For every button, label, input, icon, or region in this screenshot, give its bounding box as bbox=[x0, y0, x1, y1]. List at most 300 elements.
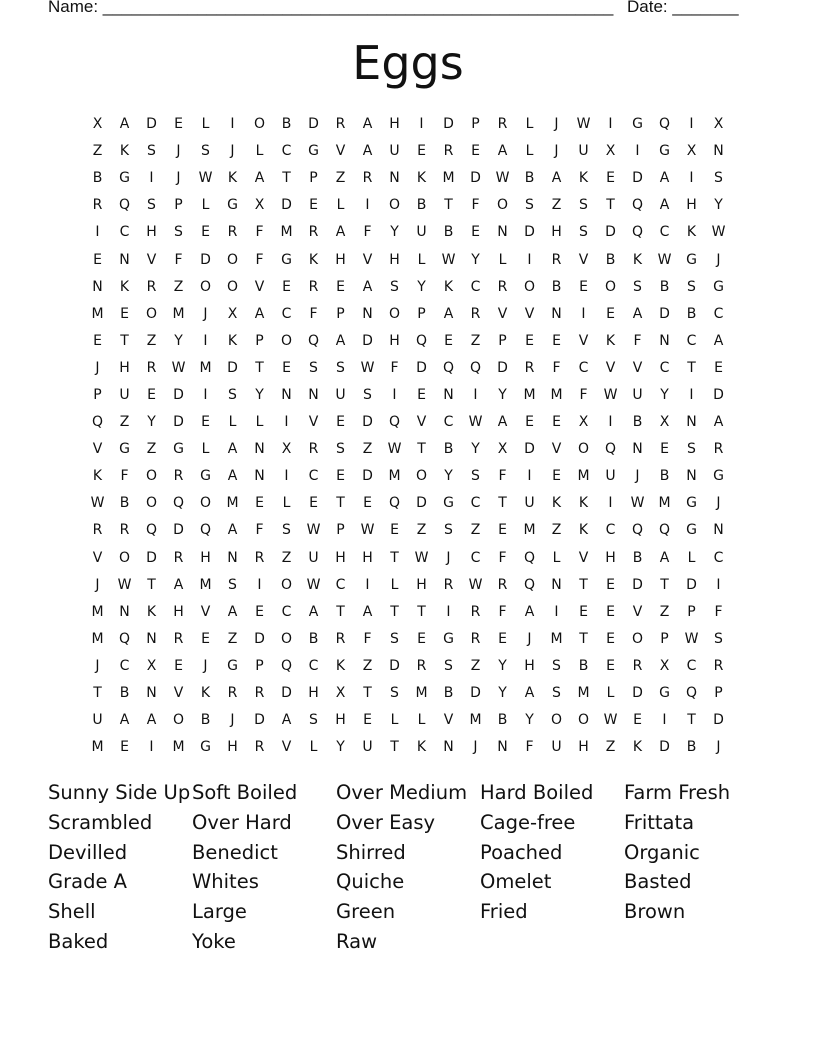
grid-letter: Z bbox=[92, 143, 103, 160]
grid-letter: W bbox=[441, 251, 456, 268]
grid-letter: K bbox=[578, 495, 589, 512]
grid-letter: X bbox=[659, 414, 670, 431]
grid-letter: L bbox=[525, 116, 534, 133]
grid-letter: C bbox=[686, 657, 697, 674]
grid-letter: S bbox=[687, 441, 696, 458]
grid-letter: X bbox=[605, 143, 616, 160]
grid-letter: Z bbox=[551, 197, 562, 214]
grid-letter: W bbox=[414, 549, 429, 566]
grid-letter: E bbox=[282, 359, 291, 376]
grid-letter: L bbox=[606, 685, 615, 702]
grid-letter: F bbox=[525, 739, 534, 756]
grid-letter: D bbox=[173, 386, 184, 403]
grid-letter: E bbox=[363, 495, 372, 512]
grid-letter: E bbox=[120, 739, 129, 756]
grid-letter: Y bbox=[471, 251, 480, 268]
grid-letter: A bbox=[227, 468, 238, 485]
grid-letter: Z bbox=[335, 170, 346, 187]
grid-letter: A bbox=[146, 712, 157, 729]
grid-letter: R bbox=[497, 576, 508, 593]
grid-row bbox=[84, 490, 732, 517]
grid-row bbox=[84, 572, 732, 599]
grid-letter: Q bbox=[145, 522, 158, 539]
grid-letter: R bbox=[308, 441, 319, 458]
word-bank-item: Over Medium bbox=[336, 781, 468, 804]
grid-letter: A bbox=[227, 522, 238, 539]
grid-letter: W bbox=[711, 224, 726, 241]
grid-row bbox=[84, 274, 732, 301]
grid-letter: L bbox=[498, 251, 507, 268]
grid-letter: D bbox=[173, 522, 184, 539]
grid-letter: P bbox=[174, 197, 183, 214]
grid-letter: T bbox=[93, 685, 102, 702]
grid-letter: F bbox=[363, 630, 372, 647]
grid-letter: Q bbox=[469, 359, 482, 376]
grid-letter: E bbox=[336, 468, 345, 485]
grid-letter: B bbox=[308, 630, 319, 647]
grid-letter: V bbox=[578, 332, 589, 349]
grid-letter: D bbox=[200, 251, 211, 268]
grid-letter: K bbox=[227, 332, 238, 349]
grid-letter: Y bbox=[498, 685, 507, 702]
grid-letter: M bbox=[280, 224, 293, 241]
grid-letter: F bbox=[255, 251, 264, 268]
grid-letter: E bbox=[174, 657, 183, 674]
grid-letter: S bbox=[714, 170, 723, 187]
grid-letter: M bbox=[442, 170, 455, 187]
word-bank-item: Green bbox=[336, 900, 396, 924]
grid-letter: D bbox=[308, 116, 319, 133]
grid-letter: T bbox=[579, 576, 588, 593]
grid-letter: A bbox=[362, 143, 373, 160]
grid-letter: C bbox=[281, 143, 292, 160]
grid-letter: K bbox=[632, 739, 643, 756]
grid-letter: M bbox=[523, 386, 536, 403]
grid-letter: N bbox=[686, 414, 697, 431]
word-bank-item: Hard Boiled bbox=[480, 781, 594, 804]
grid-letter: D bbox=[254, 630, 265, 647]
grid-letter: R bbox=[308, 224, 319, 241]
grid-letter: P bbox=[309, 170, 318, 187]
grid-letter: S bbox=[579, 197, 588, 214]
grid-letter: W bbox=[171, 359, 186, 376]
grid-letter: N bbox=[146, 630, 157, 647]
grid-letter: X bbox=[281, 441, 292, 458]
grid-letter: B bbox=[605, 251, 616, 268]
grid-letter: S bbox=[444, 522, 453, 539]
grid-letter: F bbox=[255, 224, 264, 241]
grid-letter: U bbox=[524, 495, 535, 512]
grid-letter: H bbox=[686, 197, 697, 214]
grid-row bbox=[84, 111, 732, 138]
grid-letter: G bbox=[713, 468, 724, 485]
grid-letter: S bbox=[471, 468, 480, 485]
grid-letter: T bbox=[498, 495, 507, 512]
grid-letter: G bbox=[308, 143, 319, 160]
grid-letter: S bbox=[228, 386, 237, 403]
grid-row bbox=[84, 436, 732, 463]
name-field-line: Name: ______________________________________________________ bbox=[48, 0, 614, 16]
grid-letter: B bbox=[632, 414, 643, 431]
grid-letter: J bbox=[635, 468, 640, 485]
grid-letter: R bbox=[146, 359, 157, 376]
grid-letter: C bbox=[335, 576, 346, 593]
grid-letter: E bbox=[525, 414, 534, 431]
grid-row bbox=[84, 653, 732, 680]
grid-letter: A bbox=[254, 305, 265, 322]
grid-letter: R bbox=[308, 278, 319, 295]
grid-row bbox=[84, 707, 732, 734]
grid-letter: F bbox=[390, 359, 399, 376]
grid-letter: T bbox=[417, 441, 426, 458]
grid-letter: D bbox=[416, 359, 427, 376]
grid-letter: V bbox=[200, 603, 211, 620]
grid-letter: K bbox=[686, 224, 697, 241]
grid-letter: P bbox=[255, 657, 264, 674]
grid-row bbox=[84, 165, 732, 192]
grid-letter: A bbox=[227, 603, 238, 620]
grid-letter: Y bbox=[336, 739, 345, 756]
grid-letter: L bbox=[687, 549, 696, 566]
grid-letter: V bbox=[524, 305, 535, 322]
header-fields bbox=[48, 0, 748, 19]
word-bank-item: Quiche bbox=[336, 870, 405, 894]
grid-letter: H bbox=[578, 739, 589, 756]
grid-letter: Q bbox=[523, 576, 536, 593]
grid-letter: R bbox=[443, 143, 454, 160]
grid-letter: W bbox=[684, 630, 699, 647]
grid-letter: D bbox=[416, 495, 427, 512]
grid-letter: E bbox=[471, 224, 480, 241]
grid-letter: K bbox=[119, 278, 130, 295]
grid-letter: D bbox=[713, 712, 724, 729]
grid-letter: E bbox=[444, 332, 453, 349]
grid-letter: S bbox=[633, 278, 642, 295]
grid-letter: S bbox=[444, 657, 453, 674]
grid-letter: C bbox=[470, 278, 481, 295]
grid-letter: S bbox=[390, 630, 399, 647]
grid-letter: E bbox=[255, 495, 264, 512]
grid-letter: B bbox=[119, 495, 130, 512]
word-bank-item: Omelet bbox=[480, 870, 552, 894]
grid-letter: L bbox=[390, 576, 399, 593]
grid-letter: O bbox=[280, 630, 293, 647]
grid-letter: B bbox=[443, 441, 454, 458]
grid-letter: S bbox=[714, 630, 723, 647]
grid-letter: A bbox=[659, 197, 670, 214]
grid-letter: E bbox=[390, 522, 399, 539]
grid-letter: D bbox=[524, 441, 535, 458]
grid-letter: R bbox=[470, 305, 481, 322]
grid-letter: Z bbox=[362, 441, 373, 458]
grid-letter: Q bbox=[442, 359, 455, 376]
grid-letter: R bbox=[497, 278, 508, 295]
grid-letter: M bbox=[469, 712, 482, 729]
grid-letter: Y bbox=[390, 224, 399, 241]
grid-letter: Z bbox=[146, 441, 157, 458]
grid-letter: Y bbox=[498, 657, 507, 674]
grid-letter: I bbox=[635, 143, 640, 160]
grid-letter: A bbox=[254, 170, 265, 187]
grid-letter: V bbox=[632, 359, 643, 376]
grid-row bbox=[84, 246, 732, 273]
grid-letter: G bbox=[659, 143, 670, 160]
grid-letter: C bbox=[713, 549, 724, 566]
grid-letter: F bbox=[255, 522, 264, 539]
grid-row bbox=[84, 734, 732, 761]
grid-letter: F bbox=[120, 468, 129, 485]
grid-letter: N bbox=[308, 386, 319, 403]
grid-letter: G bbox=[443, 495, 454, 512]
grid-letter: S bbox=[201, 143, 210, 160]
grid-letter: I bbox=[662, 712, 667, 729]
grid-letter: D bbox=[497, 359, 508, 376]
grid-letter: K bbox=[416, 170, 427, 187]
grid-letter: E bbox=[579, 603, 588, 620]
grid-letter: U bbox=[362, 739, 373, 756]
grid-letter: A bbox=[497, 143, 508, 160]
grid-letter: I bbox=[473, 386, 478, 403]
grid-letter: E bbox=[552, 468, 561, 485]
grid-letter: K bbox=[605, 332, 616, 349]
grid-letter: C bbox=[605, 522, 616, 539]
grid-row bbox=[84, 409, 732, 436]
grid-letter: Z bbox=[119, 414, 130, 431]
grid-letter: A bbox=[308, 603, 319, 620]
grid-letter: H bbox=[335, 549, 346, 566]
grid-letter: D bbox=[362, 468, 373, 485]
grid-letter: S bbox=[687, 278, 696, 295]
grid-letter: M bbox=[577, 685, 590, 702]
grid-letter: V bbox=[578, 251, 589, 268]
grid-letter: H bbox=[416, 576, 427, 593]
grid-letter: C bbox=[659, 359, 670, 376]
grid-letter: E bbox=[147, 386, 156, 403]
grid-letter: Y bbox=[174, 332, 183, 349]
grid-letter: F bbox=[471, 197, 480, 214]
grid-letter: I bbox=[581, 305, 586, 322]
grid-letter: Z bbox=[227, 630, 238, 647]
grid-letter: O bbox=[496, 197, 509, 214]
grid-letter: R bbox=[632, 657, 643, 674]
grid-letter: Q bbox=[604, 441, 617, 458]
grid-letter: M bbox=[199, 576, 212, 593]
grid-letter: N bbox=[632, 441, 643, 458]
grid-letter: I bbox=[392, 386, 397, 403]
grid-letter: L bbox=[525, 143, 534, 160]
grid-letter: V bbox=[605, 359, 616, 376]
grid-letter: O bbox=[388, 197, 401, 214]
grid-letter: M bbox=[550, 386, 563, 403]
grid-letter: W bbox=[603, 712, 618, 729]
grid-letter: N bbox=[389, 170, 400, 187]
grid-letter: R bbox=[713, 441, 724, 458]
grid-letter: G bbox=[119, 170, 130, 187]
grid-letter: T bbox=[336, 495, 345, 512]
grid-letter: V bbox=[497, 305, 508, 322]
grid-letter: K bbox=[578, 522, 589, 539]
grid-letter: D bbox=[470, 170, 481, 187]
grid-letter: V bbox=[146, 251, 157, 268]
grid-letter: G bbox=[119, 441, 130, 458]
grid-letter: M bbox=[91, 305, 104, 322]
word-bank-item: Brown bbox=[624, 900, 686, 924]
grid-letter: A bbox=[632, 305, 643, 322]
grid-letter: Q bbox=[631, 522, 644, 539]
grid-letter: D bbox=[632, 170, 643, 187]
grid-letter: A bbox=[335, 332, 346, 349]
grid-letter: J bbox=[230, 143, 235, 160]
grid-letter: G bbox=[686, 251, 697, 268]
grid-letter: R bbox=[335, 630, 346, 647]
grid-letter: H bbox=[200, 549, 211, 566]
grid-letter: S bbox=[309, 359, 318, 376]
grid-letter: E bbox=[417, 386, 426, 403]
grid-letter: T bbox=[687, 359, 696, 376]
grid-letter: H bbox=[524, 657, 535, 674]
word-bank-item: Sunny Side Up bbox=[48, 781, 191, 804]
grid-letter: S bbox=[309, 712, 318, 729]
grid-letter: I bbox=[554, 603, 559, 620]
grid-letter: H bbox=[335, 251, 346, 268]
grid-letter: Y bbox=[498, 386, 507, 403]
grid-letter: I bbox=[149, 170, 154, 187]
grid-letter: T bbox=[417, 603, 426, 620]
grid-letter: R bbox=[227, 685, 238, 702]
grid-letter: S bbox=[552, 685, 561, 702]
grid-letter: Z bbox=[362, 657, 373, 674]
grid-letter: Y bbox=[714, 197, 723, 214]
word-bank-item: Baked bbox=[48, 929, 109, 953]
grid-letter: H bbox=[146, 224, 157, 241]
grid-letter: K bbox=[308, 251, 319, 268]
grid-letter: U bbox=[416, 224, 427, 241]
grid-letter: D bbox=[713, 386, 724, 403]
grid-letter: O bbox=[199, 495, 212, 512]
grid-letter: M bbox=[658, 495, 671, 512]
grid-letter: Y bbox=[255, 386, 264, 403]
grid-letter: B bbox=[686, 305, 697, 322]
grid-letter: D bbox=[632, 576, 643, 593]
word-bank-item: Yoke bbox=[192, 929, 236, 953]
grid-letter: G bbox=[713, 278, 724, 295]
grid-letter: Y bbox=[525, 712, 534, 729]
grid-letter: E bbox=[309, 197, 318, 214]
letter-grid bbox=[84, 111, 732, 761]
grid-letter: M bbox=[172, 305, 185, 322]
grid-letter: Z bbox=[146, 332, 157, 349]
grid-letter: W bbox=[306, 522, 321, 539]
grid-letter: X bbox=[92, 116, 103, 133]
grid-letter: C bbox=[281, 305, 292, 322]
grid-letter: A bbox=[281, 712, 292, 729]
word-bank-item: Scrambled bbox=[48, 810, 153, 834]
grid-letter: J bbox=[554, 143, 559, 160]
grid-letter: I bbox=[365, 576, 370, 593]
grid-letter: N bbox=[686, 468, 697, 485]
grid-letter: B bbox=[632, 549, 643, 566]
grid-letter: N bbox=[551, 305, 562, 322]
word-bank-item: Soft Boiled bbox=[192, 781, 298, 804]
grid-letter: T bbox=[687, 712, 696, 729]
grid-letter: N bbox=[443, 386, 454, 403]
grid-letter: V bbox=[632, 603, 643, 620]
grid-letter: U bbox=[308, 549, 319, 566]
grid-row bbox=[84, 219, 732, 246]
grid-row bbox=[84, 301, 732, 328]
grid-letter: D bbox=[443, 116, 454, 133]
word-bank-item: Shell bbox=[48, 900, 96, 924]
grid-letter: T bbox=[120, 332, 129, 349]
grid-letter: H bbox=[605, 549, 616, 566]
grid-letter: B bbox=[416, 197, 427, 214]
grid-letter: D bbox=[605, 224, 616, 241]
grid-letter: A bbox=[119, 116, 130, 133]
grid-letter: Q bbox=[172, 495, 185, 512]
grid-letter: H bbox=[362, 549, 373, 566]
grid-letter: D bbox=[659, 305, 670, 322]
grid-letter: L bbox=[255, 414, 264, 431]
grid-letter: H bbox=[551, 224, 562, 241]
grid-letter: E bbox=[525, 332, 534, 349]
grid-letter: Z bbox=[605, 739, 616, 756]
grid-letter: R bbox=[713, 657, 724, 674]
grid-letter: Q bbox=[415, 332, 428, 349]
grid-letter: E bbox=[417, 143, 426, 160]
grid-letter: E bbox=[714, 359, 723, 376]
grid-letter: Y bbox=[417, 278, 426, 295]
grid-letter: I bbox=[149, 739, 154, 756]
grid-letter: L bbox=[201, 197, 210, 214]
grid-letter: D bbox=[146, 549, 157, 566]
grid-row bbox=[84, 463, 732, 490]
grid-letter: L bbox=[552, 549, 561, 566]
grid-letter: U bbox=[92, 712, 103, 729]
grid-letter: Y bbox=[147, 414, 156, 431]
grid-letter: R bbox=[92, 197, 103, 214]
grid-letter: R bbox=[119, 522, 130, 539]
grid-letter: B bbox=[443, 685, 454, 702]
grid-letter: V bbox=[281, 739, 292, 756]
grid-letter: E bbox=[498, 630, 507, 647]
grid-letter: R bbox=[92, 522, 103, 539]
grid-letter: Q bbox=[685, 685, 698, 702]
grid-letter: W bbox=[468, 414, 483, 431]
grid-letter: P bbox=[498, 332, 507, 349]
grid-letter: Z bbox=[659, 603, 670, 620]
grid-row bbox=[84, 192, 732, 219]
grid-row bbox=[84, 599, 732, 626]
grid-letter: D bbox=[281, 197, 292, 214]
grid-letter: F bbox=[498, 603, 507, 620]
grid-letter: I bbox=[203, 386, 208, 403]
grid-letter: E bbox=[201, 224, 210, 241]
grid-letter: J bbox=[716, 739, 721, 756]
grid-letter: E bbox=[255, 603, 264, 620]
grid-letter: F bbox=[633, 332, 642, 349]
word-bank-item: Over Easy bbox=[336, 810, 436, 834]
grid-letter: D bbox=[227, 359, 238, 376]
grid-letter: O bbox=[226, 278, 239, 295]
grid-letter: S bbox=[282, 522, 291, 539]
word-bank-item: Poached bbox=[480, 840, 563, 864]
grid-letter: T bbox=[390, 603, 399, 620]
grid-letter: G bbox=[632, 116, 643, 133]
grid-letter: C bbox=[308, 468, 319, 485]
grid-letter: G bbox=[227, 197, 238, 214]
grid-letter: S bbox=[390, 278, 399, 295]
grid-letter: D bbox=[632, 685, 643, 702]
